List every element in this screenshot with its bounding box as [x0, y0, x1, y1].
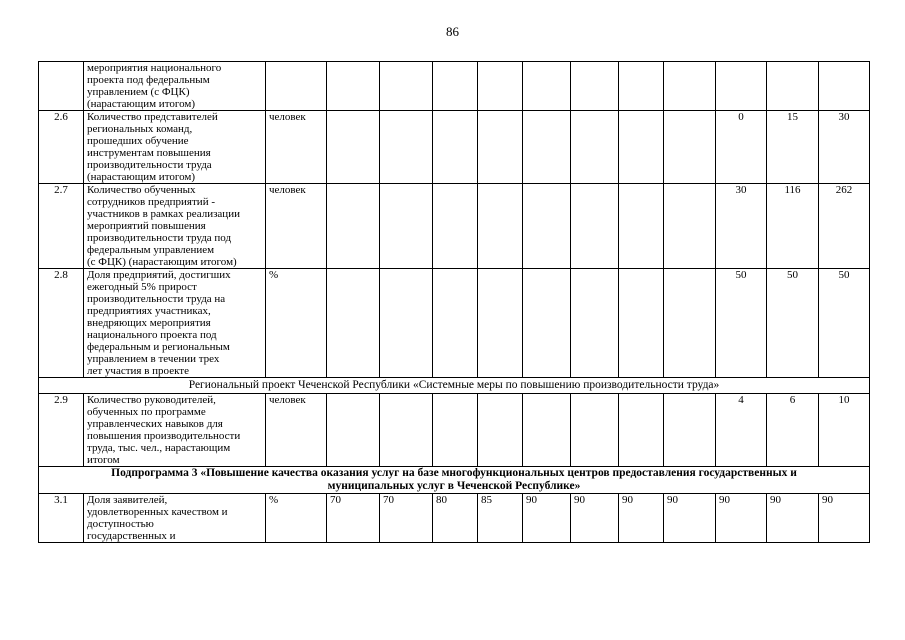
value-cell [380, 394, 433, 467]
value-cell: 90 [716, 494, 767, 543]
value-cell [478, 269, 523, 378]
section-row [39, 378, 870, 394]
indicator-line: управленческих навыков для [87, 418, 223, 430]
indicator-name [84, 184, 266, 269]
value-cell: 90 [767, 494, 819, 543]
value-cell [433, 269, 478, 378]
unit-of-measure: % [266, 269, 327, 378]
subprogram-title [39, 467, 870, 494]
indicator-name [84, 394, 266, 467]
value-cell: 80 [433, 494, 478, 543]
unit-of-measure [266, 62, 327, 111]
indicator-name [84, 494, 266, 543]
indicator-line: федеральным и региональным [87, 341, 230, 353]
value-cell [327, 62, 380, 111]
value-cell: 6 [767, 394, 819, 467]
value-cell [619, 62, 664, 111]
value-cell: 50 [767, 269, 819, 378]
indicator-line: производительности труда [87, 159, 212, 171]
indicator-line: (нарастающим итогом) [87, 98, 196, 110]
value-cell [767, 62, 819, 111]
subprogram-line: муниципальных услуг в Чеченской Республике» [327, 480, 581, 492]
indicator-line: региональных команд, [87, 123, 193, 135]
value-cell [523, 269, 571, 378]
value-cell: 0 [716, 111, 767, 184]
indicator-line: обученных по программе [87, 406, 206, 418]
value-cell [664, 394, 716, 467]
value-cell: 116 [767, 184, 819, 269]
value-cell [380, 184, 433, 269]
unit-of-measure: человек [266, 184, 327, 269]
indicator-line: труда, тыс. чел., нарастающим [87, 442, 231, 454]
value-cell [523, 394, 571, 467]
value-cell [433, 184, 478, 269]
indicator-line: удовлетворенных качеством и [87, 506, 228, 518]
row-number: 2.7 [39, 184, 84, 269]
value-cell: 262 [819, 184, 870, 269]
value-cell [571, 111, 619, 184]
table-row [39, 269, 870, 378]
indicator-name [84, 269, 266, 378]
value-cell: 90 [571, 494, 619, 543]
value-cell [571, 394, 619, 467]
indicator-line: управлением в течении трех [87, 353, 220, 365]
indicator-line: Доля предприятий, достигших [87, 269, 231, 281]
indicator-line: проекта под федеральным [87, 74, 210, 86]
value-cell [327, 269, 380, 378]
indicator-line: (с ФЦК) (нарастающим итогом) [87, 256, 237, 268]
indicator-line: производительности труда на [87, 293, 226, 305]
value-cell: 30 [819, 111, 870, 184]
value-cell: 70 [327, 494, 380, 543]
table-row [39, 494, 870, 543]
indicator-line: итогом [87, 454, 120, 466]
value-cell [523, 184, 571, 269]
indicator-line: Количество представителей [87, 111, 218, 123]
value-cell: 50 [716, 269, 767, 378]
indicator-line: национального проекта под [87, 329, 217, 341]
unit-of-measure: человек [266, 394, 327, 467]
value-cell [478, 62, 523, 111]
value-cell: 90 [664, 494, 716, 543]
row-number: 3.1 [39, 494, 84, 543]
value-cell [478, 184, 523, 269]
value-cell: 50 [819, 269, 870, 378]
page-number: 86 [446, 24, 459, 39]
subprogram-line: Подпрограмма 3 «Повышение качества оказания услуг на базе многофункциональных центров предоставления государственных и [111, 467, 797, 479]
value-cell: 70 [380, 494, 433, 543]
value-cell: 90 [619, 494, 664, 543]
value-cell [716, 62, 767, 111]
value-cell: 10 [819, 394, 870, 467]
indicator-line: (нарастающим итогом) [87, 171, 196, 183]
table-row [39, 184, 870, 269]
value-cell: 90 [819, 494, 870, 543]
indicator-line: ежегодный 5% прирост [87, 281, 197, 293]
row-number: 2.9 [39, 394, 84, 467]
indicator-name [84, 62, 266, 111]
indicator-line: Количество руководителей, [87, 394, 216, 406]
value-cell [819, 62, 870, 111]
value-cell [619, 184, 664, 269]
indicator-line: предприятиях участниках, [87, 305, 211, 317]
indicator-line: мероприятий повышения [87, 220, 206, 232]
table-row [39, 394, 870, 467]
indicator-line: прошедших обучение [87, 135, 189, 147]
value-cell [571, 62, 619, 111]
value-cell [433, 394, 478, 467]
section-title: Региональный проект Чеченской Республики «Системные меры по повышению производительности труда» [39, 378, 870, 394]
value-cell [664, 62, 716, 111]
indicators-table [38, 61, 870, 543]
indicator-line: Доля заявителей, [87, 494, 168, 506]
indicator-line: Количество обученных [87, 184, 196, 196]
indicator-line: мероприятия национального [87, 62, 222, 74]
indicator-line: участников в рамках реализации [87, 208, 240, 220]
indicator-line: сотрудников предприятий - [87, 196, 215, 208]
value-cell: 90 [523, 494, 571, 543]
value-cell [433, 62, 478, 111]
value-cell [571, 269, 619, 378]
value-cell [380, 269, 433, 378]
indicator-name [84, 111, 266, 184]
value-cell [523, 62, 571, 111]
value-cell: 30 [716, 184, 767, 269]
value-cell [619, 111, 664, 184]
value-cell [664, 184, 716, 269]
value-cell [664, 111, 716, 184]
table-body [39, 62, 870, 543]
value-cell [433, 111, 478, 184]
table-row [39, 62, 870, 111]
value-cell [619, 269, 664, 378]
indicator-line: доступностью [87, 518, 154, 530]
unit-of-measure: человек [266, 111, 327, 184]
table-row [39, 111, 870, 184]
indicator-line: государственных и [87, 530, 176, 542]
value-cell [478, 111, 523, 184]
row-number: 2.8 [39, 269, 84, 378]
value-cell [664, 269, 716, 378]
value-cell: 15 [767, 111, 819, 184]
indicator-line: управлением (с ФЦК) [87, 86, 190, 98]
subprogram-row [39, 467, 870, 494]
value-cell [478, 394, 523, 467]
value-cell [380, 62, 433, 111]
indicator-line: внедряющих мероприятия [87, 317, 211, 329]
value-cell [327, 111, 380, 184]
value-cell [619, 394, 664, 467]
value-cell [571, 184, 619, 269]
indicator-line: производительности труда под [87, 232, 232, 244]
value-cell [327, 184, 380, 269]
indicator-line: лет участия в проекте [87, 365, 189, 377]
indicator-line: федеральным управлением [87, 244, 215, 256]
row-number: 2.6 [39, 111, 84, 184]
value-cell [523, 111, 571, 184]
indicator-line: инструментам повышения [87, 147, 211, 159]
indicator-line: повышения производительности [87, 430, 241, 442]
value-cell [380, 111, 433, 184]
value-cell: 4 [716, 394, 767, 467]
row-number [39, 62, 84, 111]
unit-of-measure: % [266, 494, 327, 543]
value-cell [327, 394, 380, 467]
value-cell: 85 [478, 494, 523, 543]
